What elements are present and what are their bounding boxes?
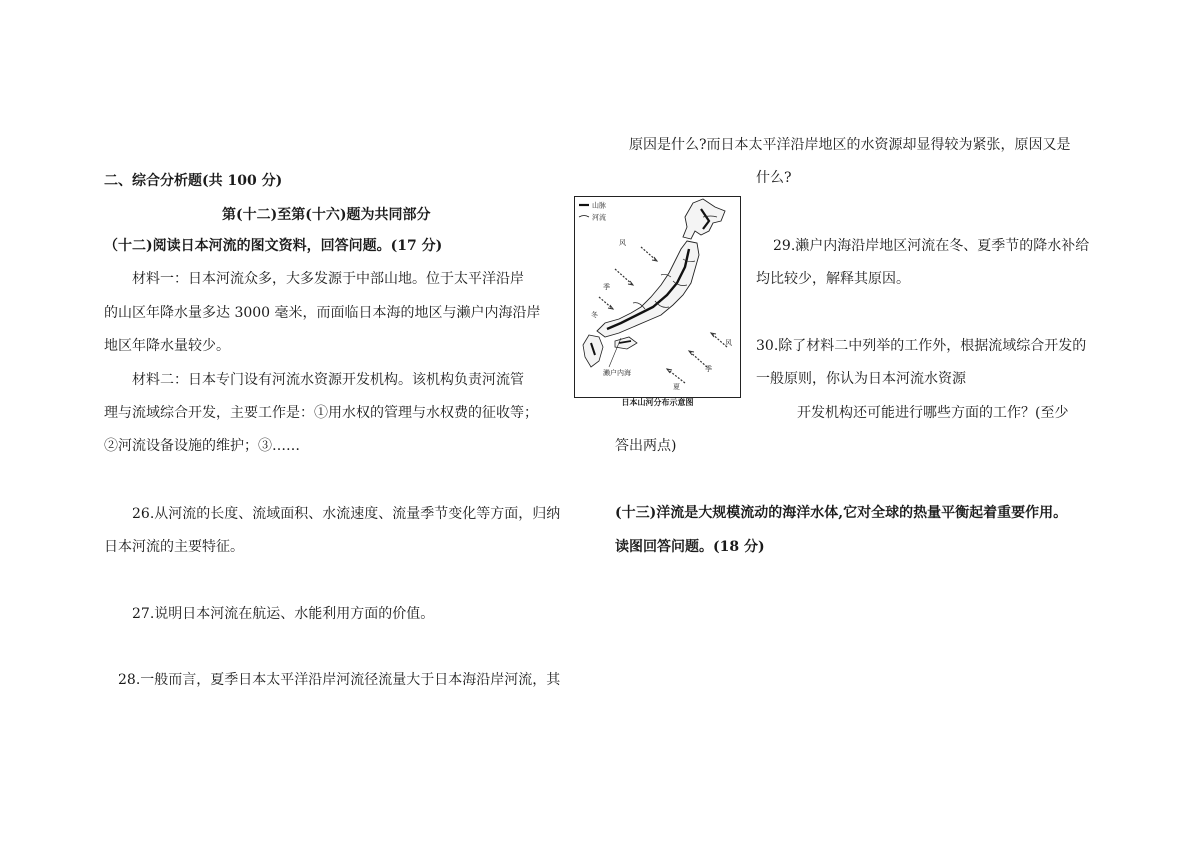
question-30-line: 一般原则，你认为日本河流水资源	[756, 371, 966, 387]
material-2-line: 材料二：日本专门设有河流水资源开发机构。该机构负责河流管	[132, 372, 524, 388]
question-26-line: 26.从河流的长度、流域面积、水流速度、流量季节变化等方面，归纳	[132, 506, 561, 522]
summer-monsoon-label: 风	[725, 339, 732, 347]
winter-monsoon-label: 季	[603, 283, 610, 291]
question-28-line: 28.一般而言，夏季日本太平洋沿岸河流径流量大于日本海沿岸河流，其	[118, 672, 561, 688]
material-1-line: 材料一：日本河流众多，大多发源于中部山地。位于太平洋沿岸	[132, 271, 524, 287]
question-28-continuation: 什么?	[756, 170, 792, 186]
question-26-line: 日本河流的主要特征。	[104, 539, 244, 555]
question-30-line: 答出两点)	[615, 438, 677, 454]
question-29-line: 29.濑户内海沿岸地区河流在冬、夏季节的降水补给	[773, 238, 1090, 254]
winter-monsoon-arrow	[615, 269, 633, 285]
question-30-line: 开发机构还可能进行哪些方面的工作？(至少	[797, 405, 1069, 421]
honshu-island	[597, 241, 699, 337]
hokkaido-island	[683, 199, 725, 239]
question-12-title: （十二)阅读日本河流的图文资料，回答问题。(17 分)	[104, 238, 443, 254]
summer-monsoon-label: 夏	[673, 383, 680, 391]
japan-map-svg	[575, 197, 740, 397]
material-1-line: 的山区年降水量多达 3000 毫米，而面临日本海的地区与濑户内海沿岸	[104, 305, 541, 321]
shikoku-island	[615, 337, 637, 349]
summer-monsoon-label: 季	[705, 365, 712, 373]
winter-monsoon-label: 冬	[591, 311, 598, 319]
summer-monsoon-arrow	[667, 369, 685, 383]
winter-monsoon-label: 风	[619, 239, 626, 247]
question-27: 27.说明日本河流在航运、水能利用方面的价值。	[132, 606, 435, 622]
question-30-line: 30.除了材料二中列举的工作外，根据流域综合开发的	[756, 338, 1087, 354]
material-2-line: 理与流域综合开发，主要工作是：①用水权的管理与水权费的征收等；	[104, 405, 538, 421]
material-1-line: 地区年降水量较少。	[104, 338, 230, 354]
japan-map-figure	[574, 196, 741, 398]
inland-sea-label: 濑户内海	[603, 369, 631, 377]
winter-monsoon-arrow	[641, 247, 657, 261]
legend-mountain-label: 山脉	[592, 201, 606, 210]
legend-river-label: 河流	[592, 213, 606, 222]
summer-monsoon-arrow	[667, 369, 672, 373]
section-title: 二、综合分析题(共 100 分)	[104, 173, 283, 189]
question-13-line: 读图回答问题。(18 分)	[615, 539, 765, 555]
material-2-line: ②河流设备设施的维护；③……	[104, 438, 300, 454]
legend-river-swatch	[579, 216, 589, 218]
winter-monsoon-arrow	[599, 297, 613, 309]
question-29-line: 均比较少，解释其原因。	[756, 271, 910, 287]
question-28-continuation: 原因是什么?而日本太平洋沿岸地区的水资源却显得较为紧张，原因又是	[629, 137, 1071, 153]
map-caption: 日本山河分布示意图	[621, 398, 694, 407]
question-13-line: (十三)洋流是大规模流动的海洋水体,它对全球的热量平衡起着重要作用。	[615, 505, 1068, 521]
common-part-heading: 第(十二)至第(十六)题为共同部分	[222, 207, 431, 223]
